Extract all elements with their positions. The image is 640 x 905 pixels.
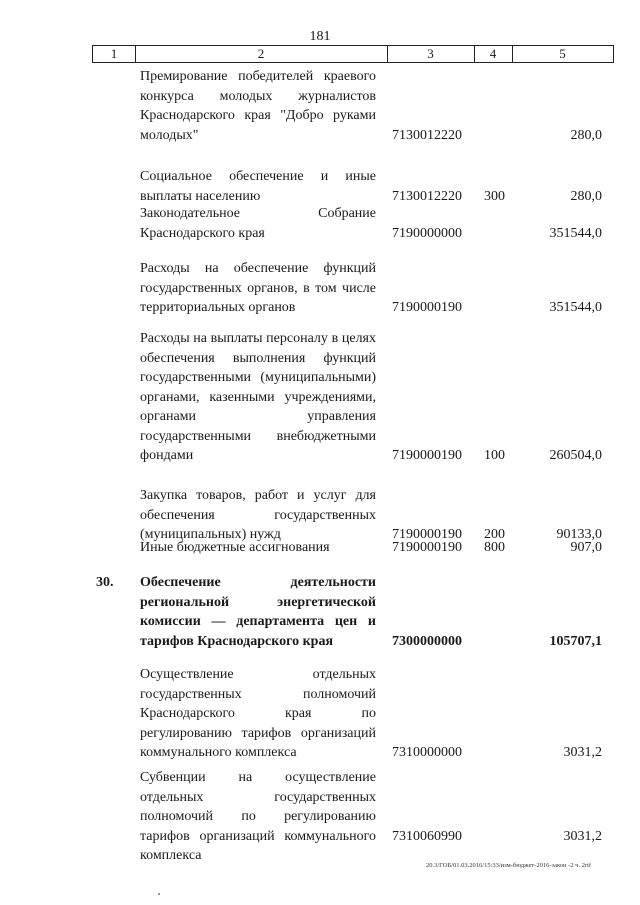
row-amount: 280,0 — [570, 188, 602, 204]
row-description: Премирование победителей краевого конкурса молодых журналистов Краснодарского края "Добро руками молодых" — [140, 69, 376, 143]
row-target-code: 7190000190 — [392, 540, 462, 555]
row-description: Субвенции на осуществление отдельных государственных полномочий по регулированию тарифов организаций коммунального комплекса — [140, 770, 376, 863]
row-description: Осуществление отдельных государственных полномочий Краснодарского края по регулированию тарифов организаций коммунального комплекса — [140, 667, 376, 760]
row-description: Расходы на выплаты персоналу в целях обеспечения выполнения функций государственными (муниципальными) органами, казенными учреждениями, органами управления государственными внебюджетными фондами — [140, 331, 376, 463]
header-col-3: 3 — [427, 46, 434, 61]
row-target-code: 7190000190 — [392, 527, 462, 542]
row-amount: 105707,1 — [549, 633, 602, 649]
row-target-code: 7130012220 — [392, 188, 462, 204]
row-number: 30. — [96, 575, 114, 590]
row-target-code: 7190000190 — [392, 300, 462, 315]
row-expense-type: 800 — [484, 540, 505, 555]
row-description: Иные бюджетные ассигнования — [140, 540, 330, 555]
row-amount: 280,0 — [570, 127, 602, 143]
row-amount: 260504,0 — [549, 448, 602, 463]
row-description: Социальное обеспечение и иные выплаты населению — [140, 169, 376, 204]
row-target-code: 7130012220 — [392, 127, 462, 143]
table-header — [92, 45, 614, 63]
row-amount: 90133,0 — [556, 527, 602, 542]
row-amount: 351544,0 — [549, 300, 602, 315]
header-col-4: 4 — [489, 46, 497, 61]
row-target-code: 7310000000 — [392, 745, 462, 760]
row-description: Закупка товаров, работ и услуг для обеспечения государственных (муниципальных) нужд — [140, 488, 376, 542]
row-target-code: 7310060990 — [392, 828, 462, 844]
header-col-2: 2 — [257, 46, 265, 61]
row-target-code: 7190000000 — [392, 225, 462, 241]
row-target-code: 7300000000 — [392, 633, 462, 649]
row-amount: 3031,2 — [563, 745, 602, 760]
header-col-5: 5 — [559, 46, 566, 61]
footer-file-code: 20.3/ГОБ/01.03.2016/15:33/изм-бюджет-2016-закон -2 ч. 2rtf — [426, 862, 592, 869]
row-expense-type: 200 — [484, 527, 505, 542]
row-amount: 907,0 — [570, 540, 602, 555]
row-description: Обеспечение деятельности региональной энергетической комиссии — департамента цен и тарифов Краснодарского края — [140, 575, 376, 649]
row-target-code: 7190000190 — [392, 448, 462, 463]
row-amount: 3031,2 — [563, 828, 602, 844]
page-number: 181 — [309, 29, 331, 44]
row-amount: 351544,0 — [549, 225, 602, 241]
row-description: Законодательное Собрание Краснодарского края — [140, 206, 376, 241]
scan-speck — [158, 893, 160, 895]
header-col-1: 1 — [110, 46, 118, 61]
row-expense-type: 300 — [484, 188, 505, 204]
row-expense-type: 100 — [484, 448, 505, 463]
row-description: Расходы на обеспечение функций государственных органов, в том числе территориальных органов — [140, 261, 376, 315]
